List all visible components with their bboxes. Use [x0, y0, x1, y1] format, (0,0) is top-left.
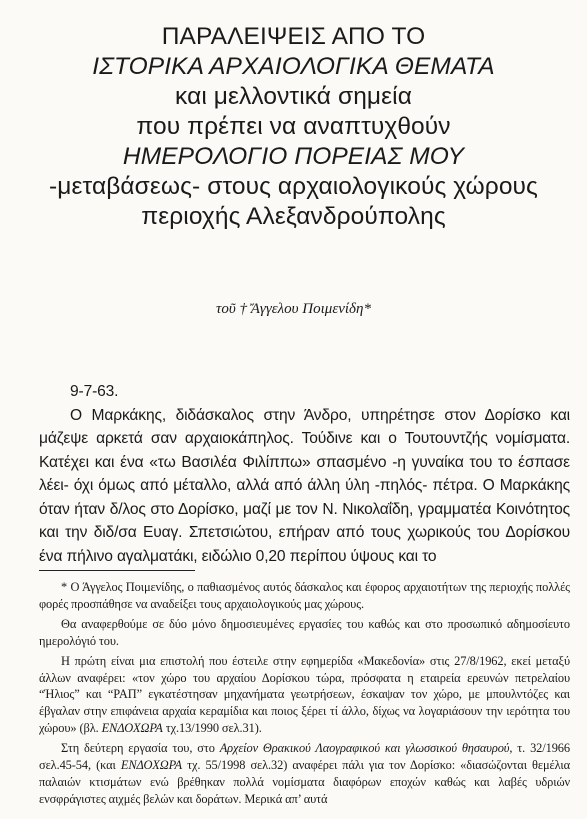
entry-date: 9-7-63.	[70, 383, 119, 400]
footnote-4-text-c: τχ. 55/1998 σελ.32) αναφέρει πάλι για τον Δορίσκο: «διασώζονται θεμέλια παλαιών κτισμάτων ενώ βρέθηκαν πολλά νομίσματα διαφόρων εποχών καθώς και λαβές υδριών ενσφράγιστες αιχμές βελών και δοράτων. Μερικά απ’ αυτά	[39, 758, 570, 806]
journal-name: ΕΝΔΟΧΩΡΑ	[120, 758, 182, 773]
footnote-1: * Ο Άγγελος Ποιμενίδης, ο παθιασμένος αυτός δάσκαλος και έφορος αρχαιοτήτων της περιοχής πολλές φορές προσπάθησε να αναδείξει τους αρχαιολογικούς μας χώρους.	[39, 580, 570, 611]
article-title	[0, 22, 587, 232]
title-line-3: και μελλοντικά σημεία	[175, 83, 412, 110]
archive-title: Αρχείον Θρακικού Λαογραφικού και γλωσσικού θησαυρού	[219, 741, 510, 756]
footnote-2: Θα αναφερθούμε σε δύο μόνο δημοσιευμένες εργασίες του καθώς και στο προσωπικό αδημοσίευτο ημερολόγιό του.	[39, 616, 570, 648]
footnotes	[39, 579, 570, 811]
title-line-6: -μεταβάσεως- στους αρχαιολογικούς χώρους	[49, 173, 538, 200]
title-line-1: ΠΑΡΑΛΕΙΨΕΙΣ ΑΠΟ ΤΟ	[161, 23, 426, 50]
main-text	[39, 380, 570, 568]
footnote-3-text-a: Η πρώτη είναι μια επιστολή που έστειλε στην εφημερίδα «Μακεδονία» στις 27/8/1962, εκεί μεταξύ άλλων αναφέρει: «τον χώρο του αρχαίου Δορίσκου τώρα, πρόσφατα η εταιρεία ερευνών πετρελαίου “Ήλιος” και “ΡΑΠ” εγκατέστησαν μηχανήματα γεωτρήσεων, έσκαψαν τον χώρο, με μπουλντόζες και έβγαλαν στην επιφάνεια αρχαία κεραμίδια και ποιος ξέρει τί άλλο, δίχως να λογαριάσουν την ιερότητα του χώρου» (βλ.	[39, 653, 570, 736]
title-line-4: που πρέπει να αναπτυχθούν	[136, 113, 451, 140]
footnote-4-text-b: , τ. 32/1966 σελ.45-54, (και	[39, 741, 570, 773]
title-line-2: ΙΣΤΟΡΙΚΑ ΑΡΧΑΙΟΛΟΓΙΚΑ ΘΕΜΑΤΑ	[92, 53, 495, 80]
footnote-divider	[39, 570, 195, 571]
body-paragraph: Ο Μαρκάκης, διδάσκαλος στην Άνδρο, υπηρέτησε στον Δορίσκο και μάζεψε αρκετά σαν αρχαιοκάπηλος. Τούδινε και ο Τουτουντζής νομίσματα. Κατέχει και ένα «τω Βασιλέα Φιλίππω» σπασμένο -η γυναίκα του το έσπασε λέει- όχι όμως από μέταλλο, αλλά από άλλη ύλη -πηλός- πέτρα. Ο Μαρκάκης όταν ήταν δ/λος στο Δορίσκο, μαζί με τον Ν. Νικολαΐδη, γραμματέα Κοινότητος και την διδ/σα Ευαγ. Σπετσιώτου, επήραν από τους χωρικούς του Δορίσκου ένα πήλινο αγαλματάκι, ειδώλιο 0,20 περίπου ύψους και το	[39, 406, 570, 565]
author-byline: τοῦ † Ἄγγελου Ποιμενίδη*	[216, 301, 371, 317]
title-line-7: περιοχής Αλεξανδρούπολης	[141, 203, 446, 230]
footnote-3-text-b: τχ.13/1990 σελ.31).	[162, 721, 262, 736]
title-line-5: ΗΜΕΡΟΛΟΓΙΟ ΠΟΡΕΙΑΣ ΜΟΥ	[122, 143, 465, 170]
journal-name: ΕΝΔΟΧΩΡΑ	[101, 721, 163, 736]
footnote-4	[39, 740, 570, 808]
footnote-3	[39, 653, 570, 738]
footnote-4-text-a: Στη δεύτερη εργασία του, στο	[61, 741, 220, 756]
